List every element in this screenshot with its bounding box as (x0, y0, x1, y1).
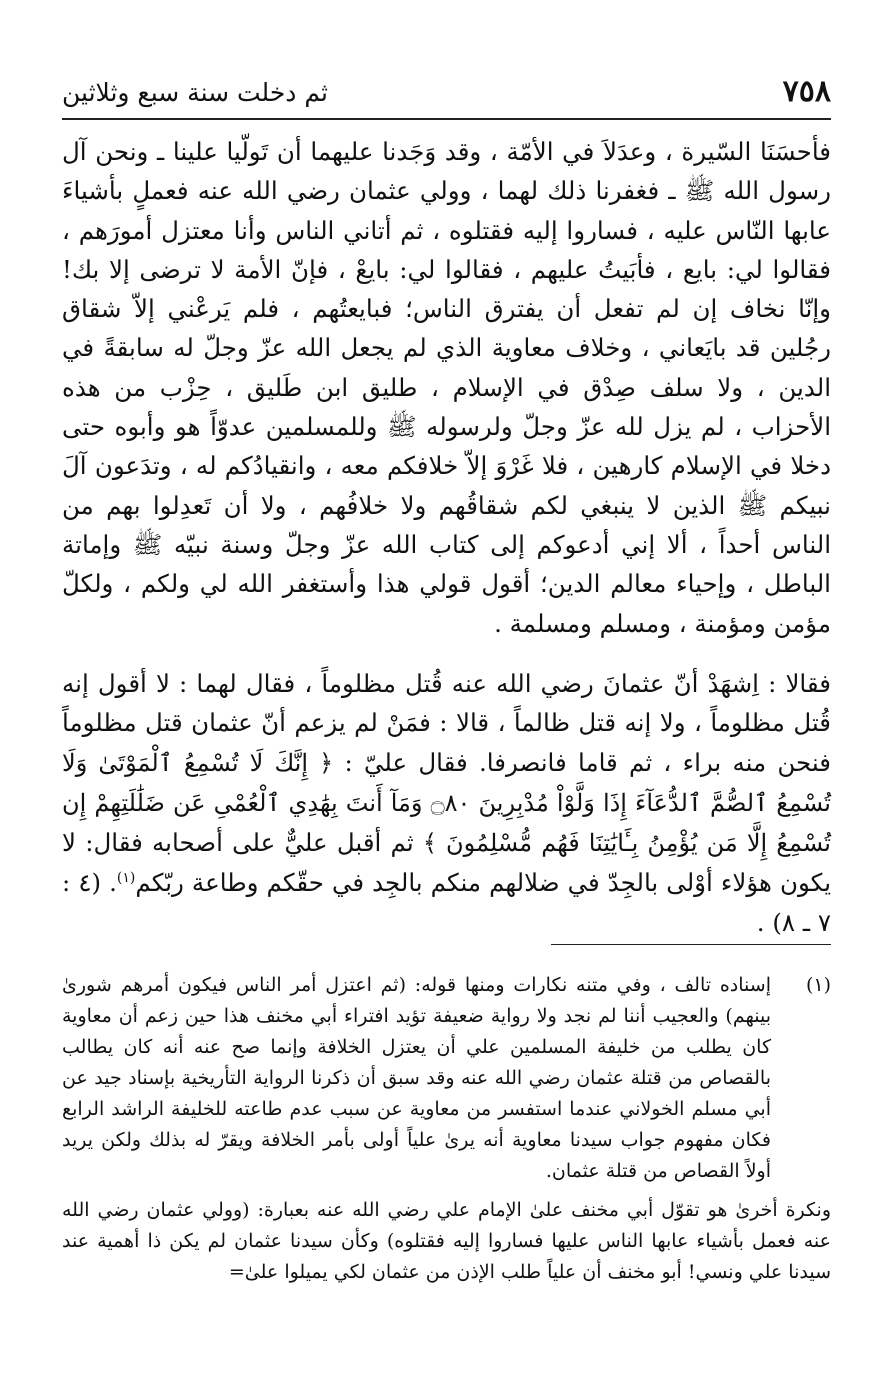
source-reference: . (٤ : ٧ ـ ٨) . (62, 868, 831, 937)
footnote-text: إسناده تالف ، وفي متنه نكارات ومنها قوله: (ثم اعتزل أمر الناس فيكون أمرهم شورىٰ بينهم) والعجيب أننا لم نجد ولا رواية ضعيفة تؤيد افتراء أبي مخنف هذا حين زعم أن معاوية كان يطلب من خليفة المسلمين علي أن يعتزل الخلافة وإنما صح عنه أنه كان يطالب بالقصاص من قتلة عثمان رضي الله عنه وقد سبق أن ذكرنا الرواية التأريخية بإسناد جيد عن أبي مسلم الخولاني عندما استفسر من معاوية عن سبب عدم طاعته للخليفة الراشد الرابع فكان مفهوم جواب سيدنا معاوية أنه يرىٰ علياً أولى بأمر الخلافة ويقرّ له بذلك ولكن يريد أولاً القصاص من قتلة عثمان. (62, 974, 771, 1182)
quran-verse: ﴿ إِنَّكَ لَا تُسْمِعُ ٱلْمَوْتَىٰ وَلَا تُسْمِعُ ٱلصُّمَّ ٱلدُّعَآءَ إِذَا وَلَّوْاْ مُدْبِرِينَ ۝٨٠ وَمَآ أَنتَ بِهَٰدِي ٱلْعُمْىِ عَن ضَلَٰلَتِهِمْ إِن تُسْمِعُ إِلَّا مَن يُؤْمِنُ بِـَٔايَٰتِنَا فَهُم مُّسْلِمُونَ ﴾ (62, 748, 831, 858)
footnotes (62, 970, 831, 1288)
footnote-mark: (١) (805, 974, 831, 996)
footnote-text-2: ونكرة أخرىٰ هو تقوّل أبي مخنف علىٰ الإمام علي رضي الله عنه بعبارة: (وولي عثمان رضي الله عنه فعمل بأشياء عابها الناس عليها فساروا إليه فقتلوه) وكأن سيدنا عثمان لم يكن ذا أهمية عند سيدنا علي ونسي! أبو مخنف أن علياً طلب الإذن من عثمان لكي يميلوا علىٰ= (62, 1199, 831, 1283)
paragraph-2-conclusion: ثم أقبل عليٌّ على أصحابه فقال: لا يكون هؤلاء أوْلى بالجِدّ في ضلالهم منكم بالجِد في حقّكم وطاعة ربّكم (62, 828, 832, 898)
footnote-1 (62, 970, 831, 1187)
running-title: ثم دخلت سنة سبع وثلاثين (62, 78, 328, 107)
main-paragraph (62, 132, 831, 643)
footnote-1-continuation (62, 1195, 831, 1288)
paragraph-2 (62, 664, 831, 942)
second-paragraph (62, 664, 831, 942)
paragraph-1: فأحسَنَا السّيرة ، وعدَلاَ في الأمّة ، وقد وَجَدنا عليهما أن تَولّيا علينا ـ ونحن آل رسول الله ﷺ ـ فغفرنا ذلك لهما ، وولي عثمان رضي الله عنه فعملٍ بأشياءَ عابها النّاس عليه ، فساروا إليه فقتلوه ، ثم أتاني الناس وأنا معتزل أمورَهم ، فقالوا لي: بايع ، فأبَيتُ عليهم ، فقالوا لي: بايعْ ، فإنّ الأمة لا ترضى إلا بك! وإنّا نخاف إن لم تفعل أن يفترق الناس؛ فبايعتُهم ، فلم يَرعْني إلاّ شقاق رجُلين قد بايَعاني ، وخلاف معاوية الذي لم يجعل الله عزّ وجلّ له سابقةً في الدين ، ولا سلف صِدْق في الإسلام ، طليق ابن طَليق ، حِزْب من هذه الأحزاب ، لم يزل لله عزّ وجلّ ولرسوله ﷺ وللمسلمين عدوّاً هو وأبوه حتى دخلا في الإسلام كارهين ، فلا غَرْوَ إلاّ خلافكم معه ، وانقيادُكم له ، وتدَعون آلَ نبيكم ﷺ الذين لا ينبغي لكم شقاقُهم ولا خلافُهم ، ولا أن تَعدِلوا بهم من الناس أحداً ، ألا إني أدعوكم إلى كتاب الله عزّ وجلّ وسنة نبيّه ﷺ وإماتة الباطل ، وإحياء معالم الدين؛ أقول قولي هذا وأستغفر الله لي ولكم ، ولكلّ مؤمن ومؤمنة ، ومسلم ومسلمة . (62, 137, 831, 638)
footnote-ref[interactable]: (١) (116, 870, 136, 887)
page-header (62, 70, 831, 120)
footnote-divider (551, 944, 831, 945)
page-number: ٧٥٨ (782, 74, 831, 109)
paragraph-2-intro: فقالا : اِشهَدْ أنّ عثمانَ رضي الله عنه قُتل مظلوماً ، فقال لهما : لا أقول إنه قُتل مظلوماً ، ولا إنه قتل ظالماً ، قالا : فمَنْ لم يزعم أنّ عثمان قتل مظلوماً فنحن منه براء ، ثم قاما فانصرفا. فقال عليّ : (62, 669, 831, 777)
